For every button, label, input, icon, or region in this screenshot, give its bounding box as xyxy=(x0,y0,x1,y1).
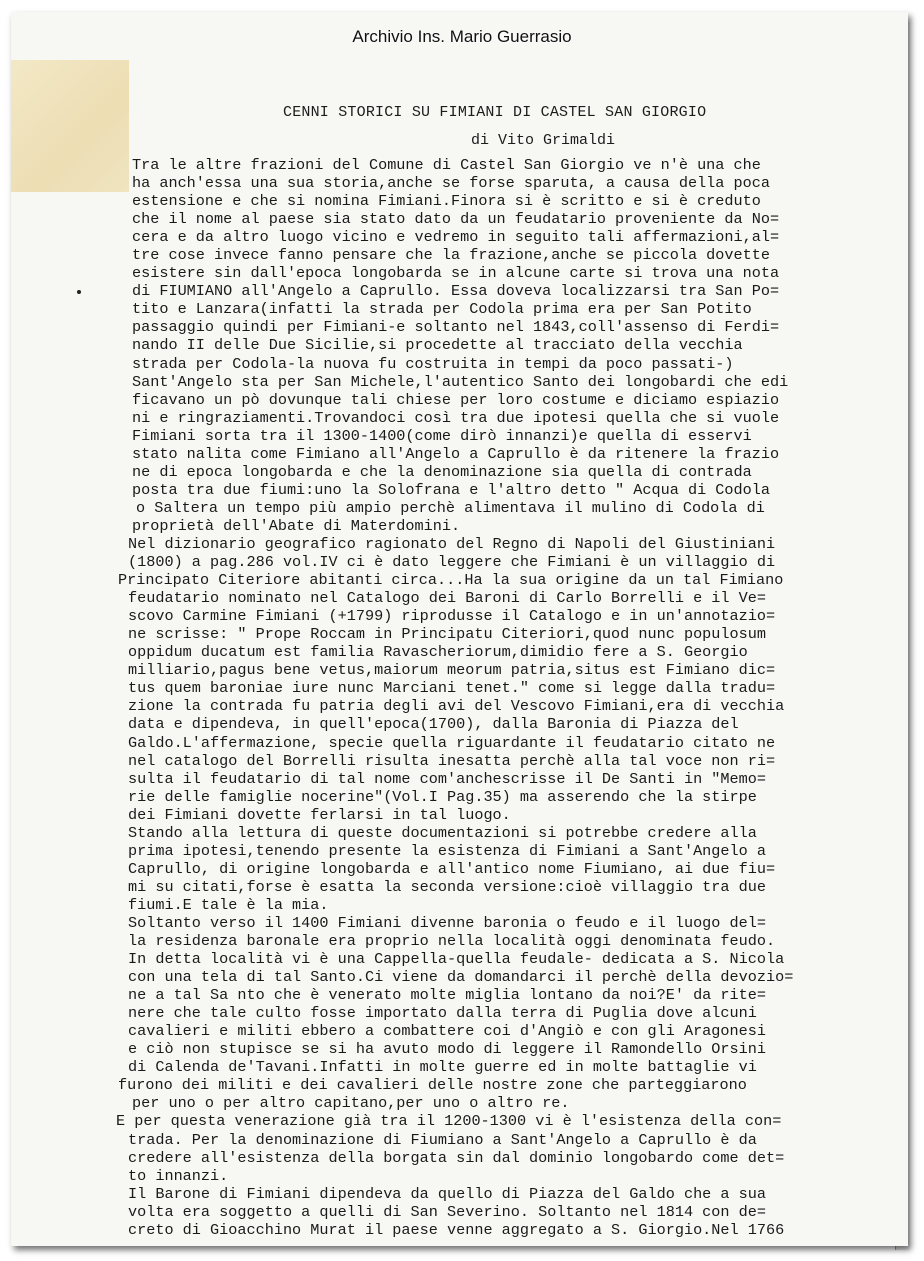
document-title: CENNI STORICI SU FIMIANI DI CASTEL SAN GIORGIO xyxy=(283,104,707,121)
text-line: fiumi.E tale è la mia. xyxy=(128,895,329,914)
text-line: furono dei militi e dei cavalieri delle nostre zone che parteggiarono xyxy=(118,1076,747,1095)
text-line: Caprullo, di origine longobarda e all'antico nome Fiumiano, ai due fiu= xyxy=(128,859,776,878)
text-line: zione la contrada fu patria degli avi del Vescovo Fimiani,era di vecchia xyxy=(128,697,785,716)
text-line: data e dipendeva, in quell'epoca(1700), dalla Baronia di Piazza del xyxy=(128,715,739,734)
text-line: di FIUMIANO all'Angelo a Caprullo. Essa doveva localizzarsi tra San Po= xyxy=(132,282,780,301)
text-line: to innanzi. xyxy=(128,1166,229,1185)
text-line: Il Barone di Fimiani dipendeva da quello di Piazza del Galdo che a sua xyxy=(128,1184,766,1203)
text-line: milliario,pagus bene vetus,maiorum meorum patria,situs est Fimiano dic= xyxy=(128,661,776,680)
text-line: ne di epoca longobarda e che la denominazione sia quella di contrada xyxy=(132,462,752,481)
body-text xyxy=(110,156,793,1239)
text-line: prima ipotesi,tenendo presente la esistenza di Fimiani a Sant'Angelo a xyxy=(128,841,766,860)
text-line: credere all'esistenza della borgata sin dal dominio longobardo come det= xyxy=(128,1148,785,1167)
text-line: estensione e che si nomina Fimiani.Finora si è scritto e si è creduto xyxy=(132,192,761,211)
document-author: di Vito Grimaldi xyxy=(471,132,616,149)
text-line: In detta località vi è una Cappella-quella feudale- dedicata a S. Nicola xyxy=(128,950,785,969)
text-line: tre cose invece fanno pensare che la frazione,anche se piccola dovette xyxy=(132,246,770,265)
text-line: proprietà dell'Abate di Materdomini. xyxy=(132,516,461,535)
text-line: nel catalogo del Borrelli risulta inesatta perchè alla tal voce non ri= xyxy=(128,751,776,770)
text-line: Stando alla lettura di queste documentazioni si potrebbe credere alla xyxy=(128,823,757,842)
text-line: creto di Gioacchino Murat il paese venne aggregato a S. Giorgio.Nel 1766 xyxy=(128,1220,785,1239)
text-line: E per questa venerazione già tra il 1200-1300 vi è l'esistenza della con= xyxy=(116,1112,782,1131)
text-line: Sant'Angelo sta per San Michele,l'autentico Santo dei longobardi che edi xyxy=(132,372,789,391)
text-line: ne a tal Sa nto che è venerato molte miglia lontano da noi?E' da rite= xyxy=(128,986,766,1005)
text-line: per uno o per altro capitano,per uno o altro re. xyxy=(132,1094,570,1113)
text-line: Fimiani sorta tra il 1300-1400(come dirò innanzi)e quella di esservi xyxy=(132,426,752,445)
text-line: stato nalita come Fimiano all'Angelo a Caprullo è da ritenere la frazio xyxy=(132,444,780,463)
text-line: nere che tale culto fosse importato dalla terra di Puglia dove alcuni xyxy=(128,1004,757,1023)
text-line: rie delle famiglie nocerine"(Vol.I Pag.35) ma asserendo che la stirpe xyxy=(128,787,757,806)
archive-watermark: Archivio Ins. Mario Guerrasio xyxy=(352,27,572,46)
text-line: scovo Carmine Fimiani (+1799) riprodusse il Catalogo e in un'annotazio= xyxy=(128,607,776,626)
text-line: Nel dizionario geografico ragionato del Regno di Napoli del Giustiniani xyxy=(128,534,776,553)
text-line: e ciò non stupisce se si ha avuto modo di leggere il Ramondello Orsini xyxy=(128,1040,766,1059)
text-line: cera e da altro luogo vicino e vedremo in seguito tali affermazioni,al= xyxy=(132,228,780,247)
text-line: mi su citati,forse è esatta la seconda versione:cioè villaggio tra due xyxy=(128,877,766,896)
text-line: Principato Citeriore abitanti circa...Ha la sua origine da un tal Fimiano xyxy=(118,571,784,590)
text-line: posta tra due fiumi:uno la Solofrana e l'altro detto " Acqua di Codola xyxy=(132,480,770,499)
text-line: (1800) a pag.286 vol.IV ci è dato leggere che Fimiani è un villaggio di xyxy=(128,553,776,572)
text-line: Soltanto verso il 1400 Fimiani divenne baronia o feudo e il luogo del= xyxy=(128,913,766,932)
text-line: di Calenda de'Tavani.Infatti in molte guerre ed in molte battaglie vi xyxy=(128,1058,757,1077)
text-line: con una tela di tal Santo.Ci viene da domandarci il perchè della devozio= xyxy=(128,968,794,987)
text-line: o Saltera un tempo più ampio perchè alimentava il mulino di Codola di xyxy=(136,498,765,517)
text-line: dei Fimiani dovette ferlarsi in tal luogo. xyxy=(128,805,511,824)
text-line: volta era soggetto a quelli di San Severino. Soltanto nel 1814 con de= xyxy=(128,1202,766,1221)
text-line: esistere sin dall'epoca longobarda se in alcune carte si trova una nota xyxy=(132,264,780,283)
text-line: strada per Codola-la nuova fu costruita in tempi da poco passati-) xyxy=(132,354,734,373)
margin-mark xyxy=(77,290,81,294)
text-line: nando II delle Due Sicilie,si procedette al tracciato della vecchia xyxy=(132,336,743,355)
text-line: Galdo.L'affermazione, specie quella riguardante il feudatario citato ne xyxy=(128,733,776,752)
text-line: la residenza baronale era proprio nella località oggi denominata feudo. xyxy=(128,932,776,951)
text-line: sulta il feudatario di tal nome com'anchescrisse il De Santi in "Memo= xyxy=(128,769,766,788)
text-line: cavalieri e militi ebbero a combattere coi d'Angiò e con gli Aragonesi xyxy=(128,1022,766,1041)
text-line: passaggio quindi per Fimiani-e soltanto nel 1843,coll'assenso di Ferdi= xyxy=(132,318,780,337)
text-line: trada. Per la denominazione di Fiumiano a Sant'Angelo a Caprullo è da xyxy=(128,1130,757,1149)
text-line: feudatario nominato nel Catalogo dei Baroni di Carlo Borrelli e il Ve= xyxy=(128,589,766,608)
text-line: che il nome al paese sia stato dato da un feudatario proveniente da No= xyxy=(132,210,780,229)
text-line: ficavano un pò dovunque tali chiese per loro costume e diciamo espiazio xyxy=(132,390,780,409)
text-line: tus quem baroniae iure nunc Marciani tenet." come si legge dalla tradu= xyxy=(128,679,776,698)
text-line: Tra le altre frazioni del Comune di Castel San Giorgio ve n'è una che xyxy=(132,156,761,174)
text-line: ne scrisse: " Prope Roccam in Principatu Citeriori,quod nunc populosum xyxy=(128,625,766,644)
text-line: oppidum ducatum est familia Ravascheriorum,dimidio fere a S. Georgio xyxy=(128,643,748,662)
text-line: ni e ringraziamenti.Trovandoci così tra due ipotesi quella che si vuole xyxy=(132,408,780,427)
text-line: tito e Lanzara(infatti la strada per Codola prima era per San Potito xyxy=(132,300,752,319)
text-line: ha anch'essa una sua storia,anche se forse sparuta, a causa della poca xyxy=(132,174,770,193)
